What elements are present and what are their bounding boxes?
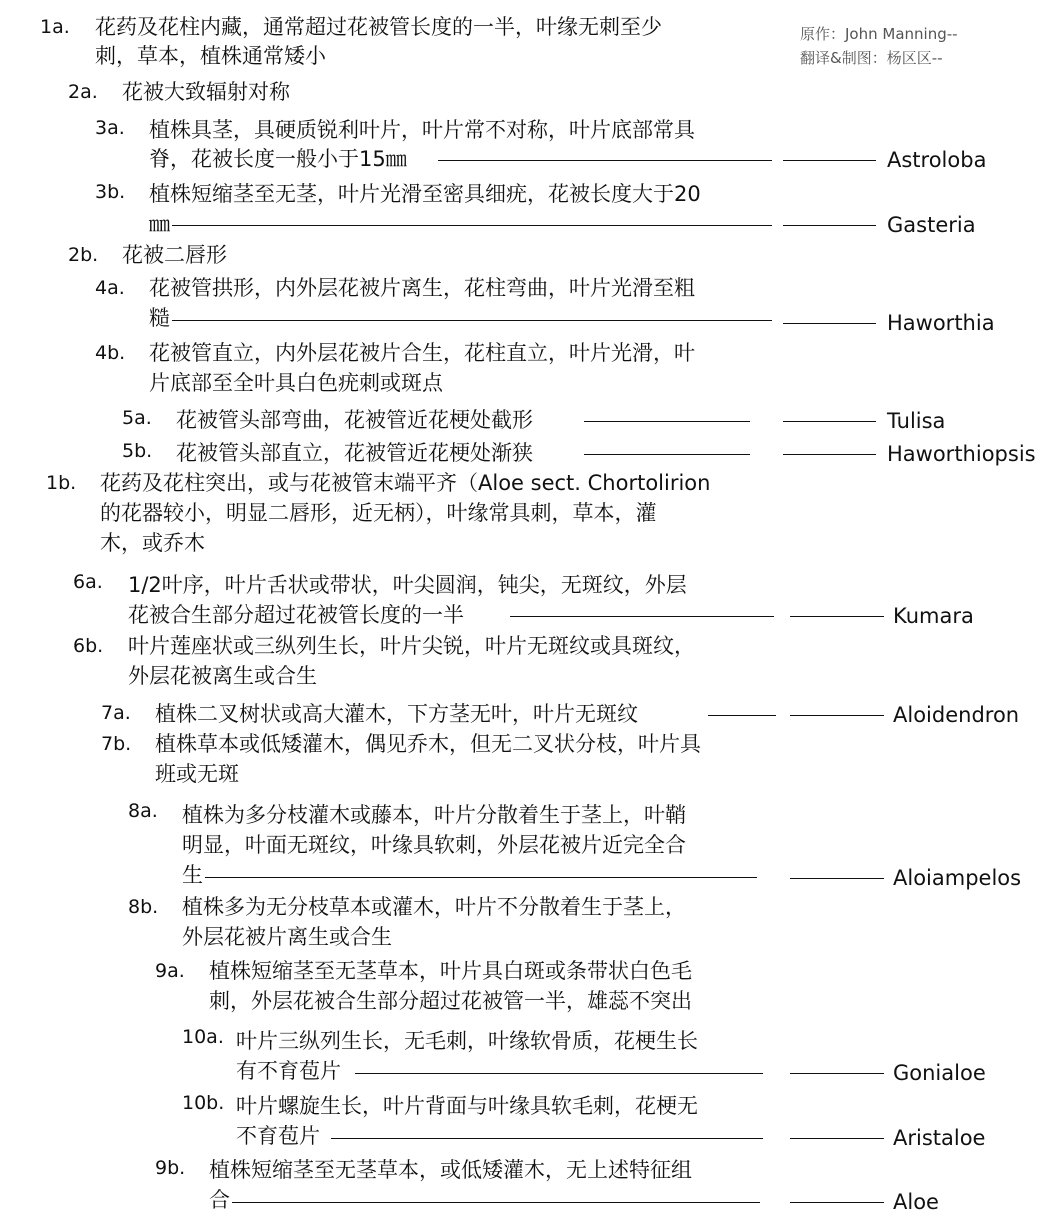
leader-line [708, 715, 776, 716]
couplet-text-line: 合 [209, 1188, 230, 1212]
couplet-text-line: 脊，花被长度一般小于15㎜ [149, 147, 407, 171]
leader-line [172, 225, 772, 226]
couplet-text-line: 植株二叉树状或高大灌木，下方茎无叶，叶片无斑纹 [155, 702, 638, 726]
couplet-text-line: 1/2叶序，叶片舌状或带状，叶尖圆润，钝尖，无斑纹，外层 [128, 573, 687, 597]
couplet-text-line: 花被合生部分超过花被管长度的一半 [128, 603, 464, 627]
leader-line [172, 320, 772, 321]
couplet-number: 9b. [155, 1157, 186, 1179]
couplet-text-line: 片底部至全叶具白色疣刺或斑点 [149, 371, 443, 395]
couplet-text-line: 花药及花柱内藏，通常超过花被管长度的一半，叶缘无刺至少 [95, 15, 662, 39]
genus-line [790, 878, 884, 879]
couplet-text-line: 外层花被离生或合生 [128, 664, 317, 688]
couplet-number: 10b. [182, 1092, 225, 1114]
couplet-number: 8a. [128, 800, 158, 822]
couplet-text-line: 花被管头部弯曲，花被管近花梗处截形 [176, 408, 533, 432]
couplet-number: 5a. [122, 407, 152, 429]
genus-line [790, 616, 884, 617]
couplet-text-line: 生 [182, 863, 203, 887]
couplet-text-line: 花被大致辐射对称 [122, 80, 290, 104]
couplet-number: 7b. [101, 733, 132, 755]
couplet-text-line: 花被管头部直立，花被管近花梗处渐狭 [176, 441, 533, 465]
couplet-number: 2b. [68, 244, 99, 266]
couplet-text-line: ㎜ [149, 212, 170, 236]
couplet-text-line: 明显，叶面无斑纹，叶缘具软刺，外层花被片近完全合 [182, 833, 686, 857]
couplet-number: 1a. [40, 16, 70, 38]
genus-line [790, 1138, 884, 1139]
couplet-text-line: 植株草本或低矮灌木，偶见乔木，但无二叉状分枝，叶片具 [155, 732, 701, 756]
couplet-text-line: 刺，草本，植株通常矮小 [95, 44, 326, 68]
genus-line [783, 323, 876, 324]
genus-name: Aristaloe [893, 1126, 986, 1150]
genus-line [783, 421, 876, 422]
leader-line [232, 1202, 760, 1203]
couplet-text-line: 有不育苞片 [236, 1059, 341, 1083]
leader-line [355, 1073, 763, 1074]
genus-name: Tulisa [887, 409, 946, 433]
couplet-text-line: 木，或乔木 [100, 531, 205, 555]
couplet-text-line: 植株短缩茎至无茎草本，叶片具白斑或条带状白色毛 [209, 959, 692, 983]
leader-line [438, 160, 772, 161]
couplet-text-line: 植株短缩茎至无茎草本，或低矮灌木，无上述特征组 [209, 1158, 692, 1182]
couplet-number: 5b. [122, 440, 153, 462]
genus-name: Astroloba [887, 148, 987, 172]
couplet-number: 2a. [68, 81, 98, 103]
genus-line [783, 160, 876, 161]
leader-line [331, 1138, 763, 1139]
genus-name: Gonialoe [893, 1061, 986, 1085]
leader-line [205, 877, 757, 878]
couplet-text-line: 糙 [149, 306, 170, 330]
credit-original: 原作：John Manning-- [800, 25, 958, 43]
couplet-text-line: 植株具茎，具硬质锐利叶片，叶片常不对称，叶片底部常具 [149, 118, 695, 142]
couplet-number: 1b. [46, 472, 77, 494]
couplet-text-line: 植株短缩茎至无茎，叶片光滑至密具细疣，花被长度大于20 [149, 182, 701, 206]
couplet-number: 7a. [101, 702, 131, 724]
credit-translator: 翻译&制图：杨区区-- [800, 49, 943, 67]
leader-line [510, 616, 774, 617]
genus-name: Kumara [893, 604, 974, 628]
couplet-number: 8b. [128, 896, 159, 918]
couplet-text-line: 花药及花柱突出，或与花被管末端平齐（Aloe sect. Chortolirion [100, 471, 711, 495]
couplet-text-line: 的花器较小，明显二唇形，近无柄），叶缘常具刺，草本，灌 [100, 501, 657, 525]
genus-name: Aloiampelos [893, 866, 1022, 890]
couplet-number: 6b. [73, 635, 104, 657]
genus-line [783, 454, 876, 455]
couplet-text-line: 植株为多分枝灌木或藤本，叶片分散着生于茎上，叶鞘 [182, 803, 686, 827]
genus-line [790, 1202, 884, 1203]
couplet-text-line: 花被管直立，内外层花被片合生，花柱直立，叶片光滑，叶 [149, 341, 695, 365]
couplet-number: 10a. [182, 1026, 224, 1048]
couplet-text-line: 叶片三纵列生长，无毛刺，叶缘软骨质，花梗生长 [236, 1029, 698, 1053]
couplet-text-line: 班或无斑 [155, 762, 239, 786]
couplet-number: 6a. [73, 571, 103, 593]
couplet-text-line: 外层花被片离生或合生 [182, 925, 392, 949]
genus-line [790, 715, 884, 716]
couplet-text-line: 植株多为无分枝草本或灌木，叶片不分散着生于茎上， [182, 895, 686, 919]
genus-name: Haworthia [887, 311, 995, 335]
leader-line [584, 454, 750, 455]
couplet-text-line: 刺，外层花被合生部分超过花被管一半，雄蕊不突出 [209, 989, 692, 1013]
couplet-number: 3b. [95, 181, 126, 203]
leader-line [584, 421, 750, 422]
genus-line [783, 225, 876, 226]
couplet-text-line: 叶片螺旋生长，叶片背面与叶缘具软毛刺，花梗无 [236, 1094, 698, 1118]
couplet-text-line: 花被管拱形，内外层花被片离生，花柱弯曲，叶片光滑至粗 [149, 276, 695, 300]
couplet-number: 3a. [95, 117, 125, 139]
genus-name: Haworthiopsis [887, 442, 1036, 466]
couplet-number: 4b. [95, 342, 126, 364]
genus-line [790, 1073, 884, 1074]
couplet-text-line: 不育苞片 [236, 1124, 320, 1148]
couplet-number: 9a. [155, 960, 185, 982]
genus-name: Gasteria [887, 213, 976, 237]
genus-name: Aloe [893, 1190, 939, 1214]
couplet-text-line: 叶片莲座状或三纵列生长，叶片尖锐，叶片无斑纹或具斑纹， [128, 634, 695, 658]
couplet-text-line: 花被二唇形 [122, 243, 227, 267]
genus-name: Aloidendron [893, 703, 1020, 727]
couplet-number: 4a. [95, 277, 125, 299]
